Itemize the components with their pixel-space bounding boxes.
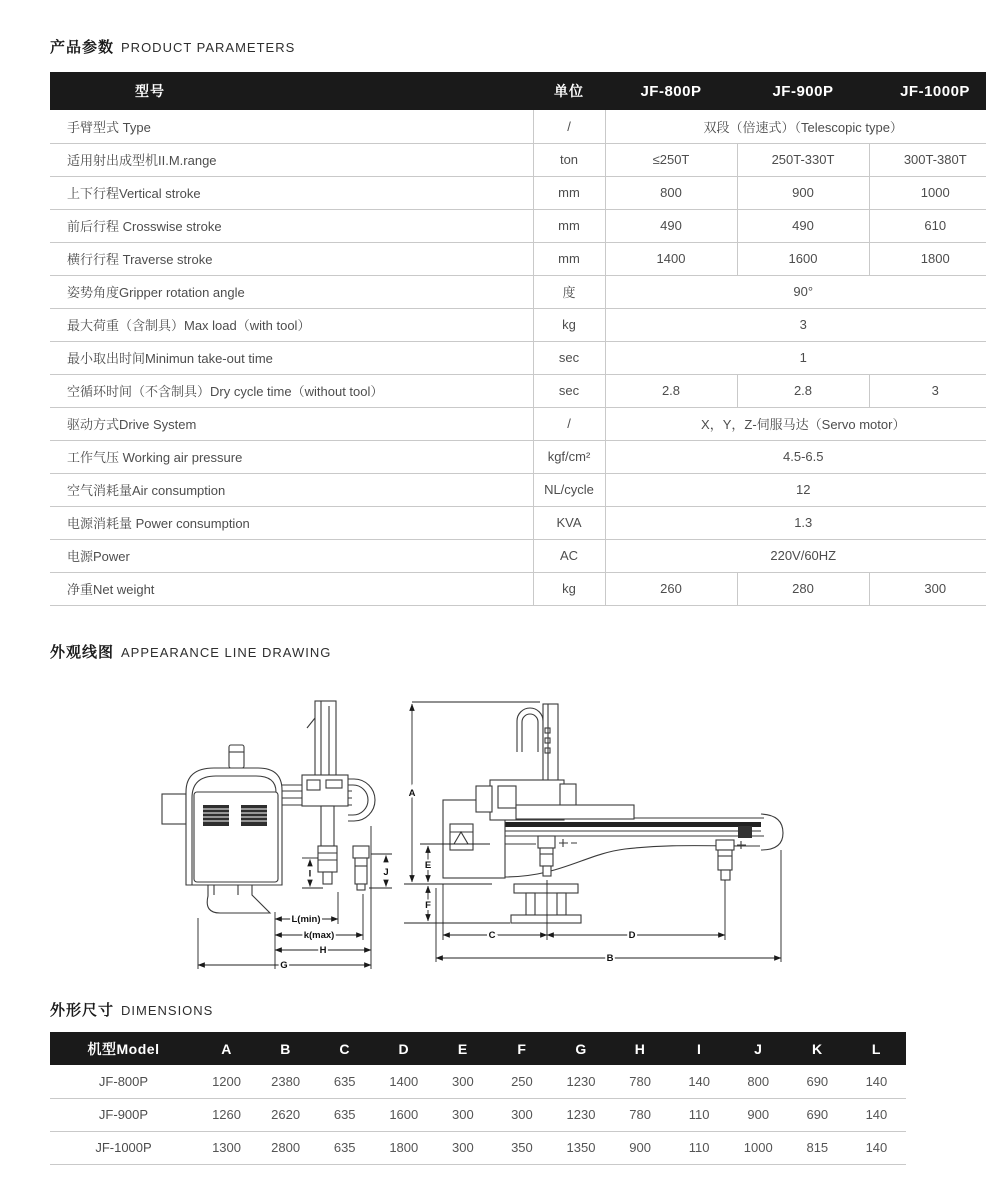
param-label: 姿势角度Gripper rotation angle [50, 275, 533, 308]
dim-label-e: E [424, 860, 432, 871]
robot-line-drawing-svg [140, 688, 800, 983]
param-value: 300T-380T [869, 143, 986, 176]
dims-value: 900 [729, 1098, 788, 1131]
param-value-span: 3 [605, 308, 986, 341]
dims-header-letter: J [729, 1032, 788, 1065]
dim-label-f: F [425, 900, 431, 911]
param-unit: mm [533, 209, 605, 242]
parameter-row [50, 407, 986, 440]
dims-header-model: 机型Model [50, 1032, 197, 1065]
param-value: 490 [737, 209, 869, 242]
param-unit: NL/cycle [533, 473, 605, 506]
param-label: 工作气压 Working air pressure [50, 440, 533, 473]
parameter-row [50, 110, 986, 143]
dims-header-letter: K [788, 1032, 847, 1065]
dims-value: 690 [806, 1073, 829, 1089]
dim-label-i: I [308, 868, 312, 880]
param-label: 电源Power [50, 539, 533, 572]
dims-value: 900 [611, 1131, 670, 1164]
section-title-en: PRODUCT PARAMETERS [121, 40, 296, 55]
dims-value: 300 [492, 1098, 551, 1131]
appearance-line-drawing [140, 688, 800, 988]
dims-model: JF-900P [50, 1098, 197, 1131]
dims-value: 140 [865, 1073, 888, 1089]
section-title-parameters [50, 36, 295, 57]
param-value: 250T-330T [737, 143, 869, 176]
param-value-span: 12 [605, 473, 986, 506]
param-value: 1800 [869, 242, 986, 275]
param-value: 280 [737, 572, 869, 605]
section-title-dimensions [50, 999, 213, 1020]
param-label: 驱动方式Drive System [50, 407, 533, 440]
parameter-row [50, 275, 986, 308]
dims-header-letter: B [256, 1032, 315, 1065]
dims-value: 110 [670, 1098, 729, 1131]
dims-value: 300 [433, 1131, 492, 1164]
param-unit: kgf/cm² [533, 440, 605, 473]
dims-value: 1400 [389, 1073, 419, 1089]
dims-model: JF-800P [98, 1073, 149, 1089]
param-value-span: 1.3 [605, 506, 986, 539]
dimension-row [50, 1098, 906, 1131]
parameter-row [50, 242, 986, 275]
parameters-header-row [50, 72, 986, 110]
parameter-row [50, 143, 986, 176]
dimensions-table [50, 1032, 906, 1165]
param-value-span: 90° [605, 275, 986, 308]
dims-value: 2380 [271, 1073, 301, 1089]
dims-value: 140 [847, 1131, 906, 1164]
dims-value: 2800 [256, 1131, 315, 1164]
dims-value: 300 [433, 1098, 492, 1131]
dims-header-letter: E [433, 1032, 492, 1065]
dim-label-j: J [383, 867, 389, 878]
param-label: 上下行程Vertical stroke [50, 176, 533, 209]
param-label: 前后行程 Crosswise stroke [50, 209, 533, 242]
dims-value: 1000 [729, 1131, 788, 1164]
dimension-row [50, 1131, 906, 1164]
dims-header-letter: L [847, 1032, 906, 1065]
section-title-en: DIMENSIONS [121, 1003, 214, 1018]
dims-value: 1200 [212, 1073, 241, 1089]
dims-value: 2620 [256, 1098, 315, 1131]
param-label: 空气消耗量Air consumption [50, 473, 533, 506]
dimensions-table-body [50, 1065, 906, 1164]
dims-value: 635 [333, 1073, 356, 1089]
header-jf900p: JF-900P [737, 72, 869, 110]
dimension-row [50, 1065, 906, 1098]
dim-label-h: H [319, 945, 327, 956]
param-value: 2.8 [737, 374, 869, 407]
param-label: 最小取出时间Minimun take-out time [50, 341, 533, 374]
param-value: 800 [605, 176, 737, 209]
param-unit: / [533, 110, 605, 143]
header-jf1000p: JF-1000P [869, 72, 986, 110]
param-label: 手臂型式 Type [67, 119, 151, 135]
param-unit: kg [533, 308, 605, 341]
param-value: 3 [869, 374, 986, 407]
dim-label-c: C [488, 930, 496, 941]
parameter-row [50, 506, 986, 539]
header-jf800p: JF-800P [605, 72, 737, 110]
param-unit: / [533, 407, 605, 440]
dims-header-letter: I [670, 1032, 729, 1065]
param-unit: kg [533, 572, 605, 605]
dims-value: 250 [511, 1073, 533, 1089]
param-label: 空循环时间（不含制具）Dry cycle time（without tool） [50, 374, 533, 407]
dims-value: 800 [747, 1073, 770, 1089]
dims-value: 635 [315, 1131, 374, 1164]
dims-value: 1600 [374, 1098, 433, 1131]
param-value: 300 [869, 572, 986, 605]
param-value: 610 [869, 209, 986, 242]
param-unit: AC [533, 539, 605, 572]
dims-value: 1260 [197, 1098, 256, 1131]
param-value-span: 1 [605, 341, 986, 374]
dims-value: 780 [629, 1073, 651, 1089]
parameter-row [50, 440, 986, 473]
param-value-span: 双段（倍速式）（Telescopic type） [605, 110, 986, 143]
dims-value: 1230 [566, 1073, 596, 1089]
dims-header-letter: D [374, 1032, 433, 1065]
dims-model: JF-1000P [50, 1131, 197, 1164]
parameter-row [50, 308, 986, 341]
dims-value: 1230 [551, 1098, 610, 1131]
param-unit: mm [533, 242, 605, 275]
dims-header-letter: A [197, 1032, 256, 1065]
param-value: 1400 [605, 242, 737, 275]
param-value: 1000 [869, 176, 986, 209]
param-value: 900 [737, 176, 869, 209]
dims-header-letter: G [551, 1032, 610, 1065]
dims-value: 815 [788, 1131, 847, 1164]
parameter-row [50, 176, 986, 209]
param-value: 490 [605, 209, 737, 242]
dim-label-b: B [606, 953, 614, 964]
section-title-en: APPEARANCE LINE DRAWING [121, 645, 332, 660]
dims-value: 140 [688, 1073, 711, 1089]
parameter-row [50, 209, 986, 242]
parameter-row [50, 473, 986, 506]
param-label: 横行行程 Traverse stroke [50, 242, 533, 275]
section-title-drawing [50, 641, 331, 662]
section-title-zh: 产品参数 [50, 39, 115, 56]
parameter-row [50, 539, 986, 572]
dims-value: 350 [492, 1131, 551, 1164]
dims-header-letter: H [611, 1032, 670, 1065]
dims-value: 690 [788, 1098, 847, 1131]
dim-label-g: G [280, 960, 288, 971]
dims-header-letter: F [492, 1032, 551, 1065]
param-label: 电源消耗量 Power consumption [50, 506, 533, 539]
param-value-span: X，Y，Z-伺服马达（Servo motor） [605, 407, 986, 440]
param-value: 260 [605, 572, 737, 605]
dims-value: 1350 [551, 1131, 610, 1164]
dim-label-l-min: L(min) [291, 914, 321, 925]
param-value: 1600 [737, 242, 869, 275]
param-label: 最大荷重（含制具）Max load（with tool） [50, 308, 533, 341]
parameter-row [50, 374, 986, 407]
dims-value: 1800 [374, 1131, 433, 1164]
dim-label-k-max: k(max) [303, 930, 335, 941]
param-unit: mm [533, 176, 605, 209]
param-label: 适用射出成型机II.M.range [50, 143, 533, 176]
dims-value: 110 [670, 1131, 729, 1164]
param-value: ≤250T [605, 143, 737, 176]
dims-value: 635 [315, 1098, 374, 1131]
dimensions-header-row [50, 1032, 906, 1065]
dim-label-d: D [628, 930, 636, 941]
dims-header-letter: C [315, 1032, 374, 1065]
param-value-span: 220V/60HZ [605, 539, 986, 572]
header-unit: 单位 [533, 72, 605, 110]
side-view-machine [443, 704, 783, 923]
parameters-table-body [50, 110, 986, 605]
param-unit: sec [533, 374, 605, 407]
header-model: 型号 [50, 72, 533, 110]
param-unit: 度 [533, 275, 605, 308]
param-unit: ton [533, 143, 605, 176]
dim-label-a: A [408, 788, 416, 799]
dims-value: 300 [452, 1073, 474, 1089]
dims-value: 140 [847, 1098, 906, 1131]
section-title-zh: 外观线图 [50, 644, 115, 661]
param-value: 2.8 [605, 374, 737, 407]
param-label: 净重Net weight [50, 572, 533, 605]
param-unit: sec [533, 341, 605, 374]
dims-value: 780 [611, 1098, 670, 1131]
section-title-zh: 外形尺寸 [50, 1002, 115, 1019]
param-value-span: 4.5-6.5 [605, 440, 986, 473]
param-unit: KVA [533, 506, 605, 539]
front-view-machine [162, 701, 375, 913]
parameter-row [50, 341, 986, 374]
parameter-row [50, 572, 986, 605]
product-parameters-table [50, 72, 986, 606]
dims-value: 1300 [197, 1131, 256, 1164]
